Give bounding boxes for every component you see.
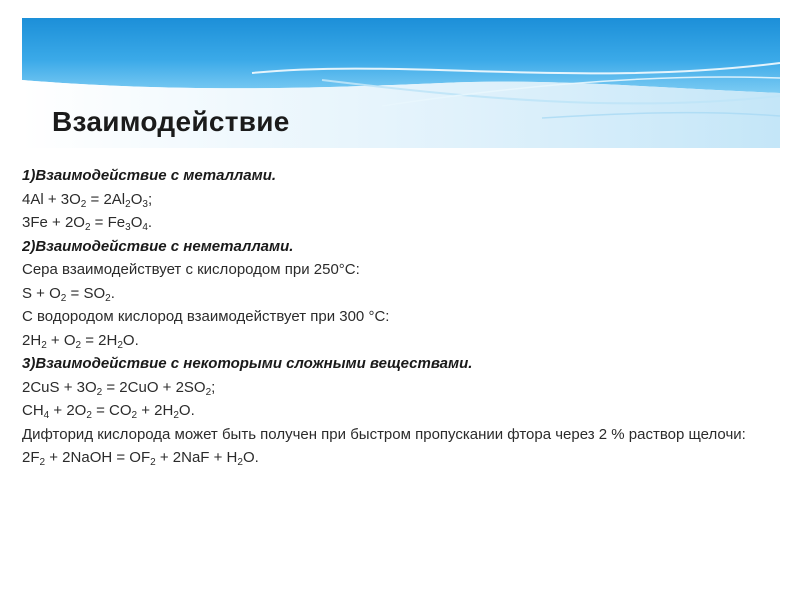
- slide-content: [22, 164, 780, 470]
- text-paragraph: Дифторид кислорода может быть получен при быстром пропускании фтора через 2 % раствор щелочи:: [22, 425, 746, 443]
- equation-line: $CH_4 + 2O_2 = CO_2 + 2H_2O$.: [22, 402, 195, 421]
- slide-title: Взаимодействие: [52, 106, 290, 137]
- section-heading-metals: 1)Взаимодействие с металлами.: [22, 167, 277, 184]
- equation-line: $2H_2 + O_2 = 2H_2O$.: [22, 331, 139, 351]
- equation-line: $S + O_2 = SO_2$.: [22, 284, 115, 304]
- text-line: С водородом кислород взаимодействует при 300 °C:: [22, 308, 390, 325]
- equation-line: $4Al + 3O_2 = 2Al_2O_3$;: [22, 190, 153, 210]
- equation-line: $2CuS + 3O_2 = 2CuO + 2SO_2$;: [22, 378, 216, 398]
- section-heading-complex: 3)Взаимодействие с некоторыми сложными веществами.: [22, 355, 473, 372]
- slide: [22, 18, 780, 578]
- equation-line: $3Fe + 2O_2 = Fe_3O_4$.: [22, 214, 153, 233]
- section-heading-nonmetals: 2)Взаимодействие с неметаллами.: [22, 237, 294, 255]
- equation-line: $2F_2$ + 2NaOH = $OF_2 + 2NaF + H_2O$.: [22, 449, 259, 468]
- text-line: Сера взаимодействует с кислородом при 250°C:: [22, 261, 360, 278]
